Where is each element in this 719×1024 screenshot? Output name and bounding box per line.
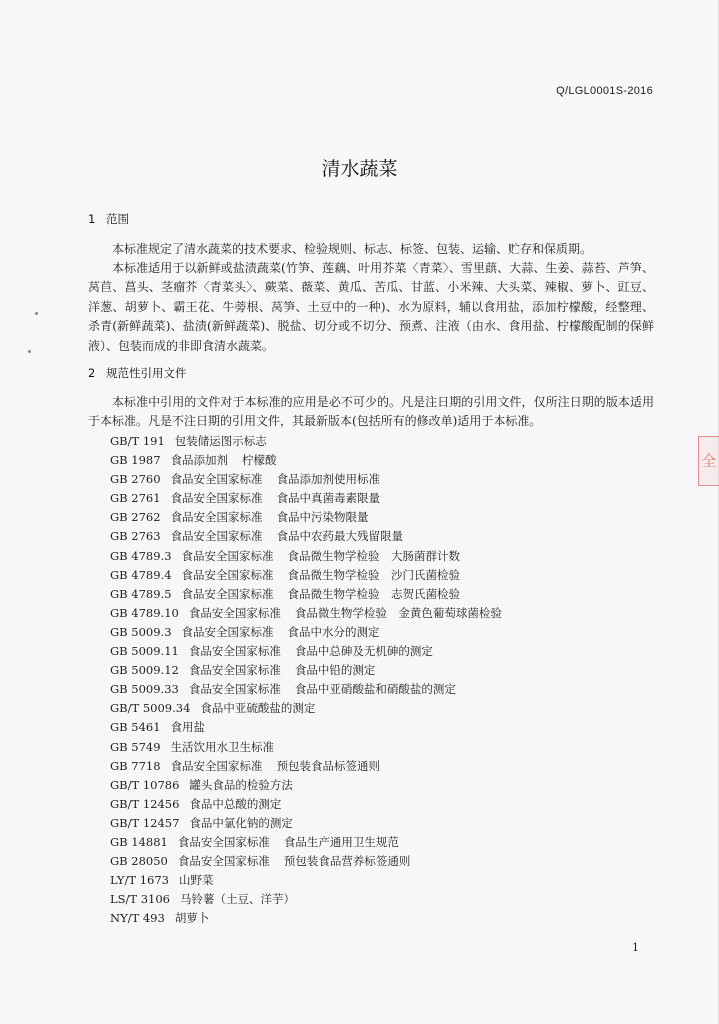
reference-item xyxy=(110,432,502,451)
reference-title: 食品安全国家标准 xyxy=(177,854,270,869)
reference-subtitle: 食品微生物学检验 志贺氏菌检验 xyxy=(287,586,461,601)
reference-title: 食品安全国家标准 xyxy=(181,548,274,563)
reference-subtitle: 食品中铅的测定 xyxy=(294,663,376,678)
reference-code: GB 7718 xyxy=(110,758,161,773)
reference-code: GB 4789.10 xyxy=(110,605,179,620)
section-2-title: 规范性引用文件 xyxy=(106,366,187,380)
scan-speck xyxy=(35,312,38,315)
reference-code: GB 2762 xyxy=(110,510,161,525)
document-code: Q/LGL0001S-2016 xyxy=(556,85,653,97)
reference-item xyxy=(110,852,502,871)
section-2-number: 2 xyxy=(88,366,96,380)
scan-speck xyxy=(28,350,31,353)
section-1-heading xyxy=(88,211,129,227)
reference-title: 食品中亚硫酸盐的测定 xyxy=(200,701,316,716)
reference-title: 食品安全国家标准 xyxy=(188,605,281,620)
reference-item xyxy=(110,623,502,642)
reference-title: 食品安全国家标准 xyxy=(170,529,263,544)
section-1-title: 范围 xyxy=(106,212,129,226)
reference-title: 食品安全国家标准 xyxy=(181,624,274,639)
reference-code: GB 5009.33 xyxy=(110,682,179,697)
reference-code: GB 5749 xyxy=(110,739,161,754)
reference-subtitle: 食品中亚硝酸盐和硝酸盐的测定 xyxy=(294,682,456,697)
seal-stamp-fragment xyxy=(698,436,719,486)
reference-item xyxy=(110,661,502,680)
reference-title: 山野菜 xyxy=(178,873,214,888)
reference-title: 食品安全国家标准 xyxy=(170,510,263,525)
reference-title: 食品安全国家标准 xyxy=(170,491,263,506)
reference-code: GB 2761 xyxy=(110,491,161,506)
reference-item xyxy=(110,890,502,909)
reference-code: GB 5009.3 xyxy=(110,624,172,639)
reference-code: GB/T 12456 xyxy=(110,796,180,811)
reference-item xyxy=(110,680,502,699)
reference-code: GB/T 5009.34 xyxy=(110,701,191,716)
page-number: 1 xyxy=(632,941,639,954)
document-title: 清水蔬菜 xyxy=(321,158,398,180)
reference-subtitle: 食品微生物学检验 沙门氏菌检验 xyxy=(287,567,461,582)
reference-item xyxy=(110,814,502,833)
reference-item xyxy=(110,795,502,814)
reference-code: GB 4789.3 xyxy=(110,548,172,563)
reference-code: GB 4789.4 xyxy=(110,567,172,582)
reference-item xyxy=(110,451,502,470)
reference-subtitle: 食品添加剂使用标准 xyxy=(276,472,381,487)
reference-code: NY/T 493 xyxy=(110,911,165,926)
reference-title: 包装储运图示标志 xyxy=(174,434,267,448)
section-2-heading xyxy=(88,365,187,381)
reference-title: 马铃薯（土豆、洋芋） xyxy=(179,892,295,907)
section-1-paragraph-2: 本标准适用于以新鲜或盐渍蔬菜(竹笋、莲藕、叶用芥菜〈青菜〉、雪里蕻、大蒜、生姜、蒜苔、芦笋、莴苣、菖头、茎瘤芥〈青菜头〉、蕨菜、薇菜、黄瓜、苦瓜、甘蓝、小米辣、大头菜、辣椒、萝卜、豇豆、洋葱、胡萝卜、霸王花、牛蒡根、莴笋、土豆中的一种)、水为原料，辅以食用盐，添加柠檬酸，经整理、杀青(新鲜蔬菜)、盐渍(新鲜蔬菜)、脱盐、切分或不切分、预煮、注液（由水、食用盐、柠檬酸配制的保鲜液）、包装而成的非即食清水蔬菜。 xyxy=(88,261,654,353)
reference-subtitle: 食品生产通用卫生规范 xyxy=(283,834,399,849)
reference-subtitle: 预包装食品营养标签通则 xyxy=(283,854,411,869)
reference-code: GB/T 10786 xyxy=(110,777,180,792)
reference-item xyxy=(110,489,502,508)
reference-title: 食品安全国家标准 xyxy=(181,586,274,601)
section-1-paragraph-1: 本标准规定了清水蔬菜的技术要求、检验规则、标志、标签、包装、运输、贮存和保质期。 xyxy=(112,242,593,256)
reference-item xyxy=(110,909,502,928)
reference-item xyxy=(110,585,502,604)
reference-item xyxy=(110,527,502,546)
reference-subtitle: 食品微生物学检验 金黄色葡萄球菌检验 xyxy=(294,605,502,620)
reference-title: 食品安全国家标准 xyxy=(170,758,263,773)
reference-subtitle: 食品中农药最大残留限量 xyxy=(276,529,404,544)
reference-title: 食品安全国家标准 xyxy=(181,567,274,582)
reference-code: GB 2760 xyxy=(110,472,161,487)
reference-item xyxy=(110,833,502,852)
reference-title: 食品添加剂 xyxy=(170,453,229,468)
section-2-paragraph-1: 本标准中引用的文件对于本标准的应用是必不可少的。凡是注日期的引用文件，仅所注日期的版本适用于本标准。凡是不注日期的引用文件，其最新版本(包括所有的修改单)适用于本标准。 xyxy=(88,395,654,429)
reference-item xyxy=(110,547,502,566)
reference-code: GB/T 191 xyxy=(110,434,165,448)
reference-item xyxy=(110,470,502,489)
reference-title: 食品中氯化钠的测定 xyxy=(189,815,293,830)
reference-title: 食品安全国家标准 xyxy=(188,644,281,659)
reference-code: GB 1987 xyxy=(110,453,161,468)
reference-subtitle: 柠檬酸 xyxy=(242,453,277,468)
reference-subtitle: 预包装食品标签通则 xyxy=(276,758,381,773)
reference-subtitle: 食品微生物学检验 大肠菌群计数 xyxy=(287,548,461,563)
reference-code: GB/T 12457 xyxy=(110,815,180,830)
reference-title: 食品安全国家标准 xyxy=(188,663,281,678)
reference-item xyxy=(110,566,502,585)
reference-item xyxy=(110,738,502,757)
reference-item xyxy=(110,776,502,795)
reference-code: LY/T 1673 xyxy=(110,873,169,888)
reference-subtitle: 食品中污染物限量 xyxy=(276,510,369,525)
seal-stamp-char: 全 xyxy=(701,452,717,470)
reference-code: GB 5009.12 xyxy=(110,663,179,678)
reference-item xyxy=(110,508,502,527)
reference-title: 罐头食品的检验方法 xyxy=(189,777,293,792)
reference-item xyxy=(110,871,502,890)
reference-code: GB 14881 xyxy=(110,834,168,849)
reference-code: GB 5009.11 xyxy=(110,644,179,659)
reference-title: 食品安全国家标准 xyxy=(170,472,263,487)
reference-item xyxy=(110,604,502,623)
reference-item xyxy=(110,718,502,737)
reference-list xyxy=(110,432,502,928)
reference-title: 食品中总酸的测定 xyxy=(189,796,282,811)
reference-subtitle: 食品中总砷及无机砷的测定 xyxy=(294,644,433,659)
reference-title: 胡萝卜 xyxy=(174,911,210,926)
reference-code: GB 28050 xyxy=(110,854,168,869)
reference-code: GB 4789.5 xyxy=(110,586,172,601)
reference-code: GB 2763 xyxy=(110,529,161,544)
reference-item xyxy=(110,757,502,776)
reference-code: LS/T 3106 xyxy=(110,892,170,907)
section-1-number: 1 xyxy=(88,212,96,226)
reference-item xyxy=(110,642,502,661)
reference-subtitle: 食品中水分的测定 xyxy=(287,624,380,639)
reference-title: 食品安全国家标准 xyxy=(188,682,281,697)
reference-item xyxy=(110,699,502,718)
reference-title: 生活饮用水卫生标准 xyxy=(170,739,275,754)
reference-subtitle: 食品中真菌毒素限量 xyxy=(276,491,381,506)
reference-code: GB 5461 xyxy=(110,720,161,735)
reference-title: 食用盐 xyxy=(170,720,206,735)
reference-title: 食品安全国家标准 xyxy=(177,834,270,849)
